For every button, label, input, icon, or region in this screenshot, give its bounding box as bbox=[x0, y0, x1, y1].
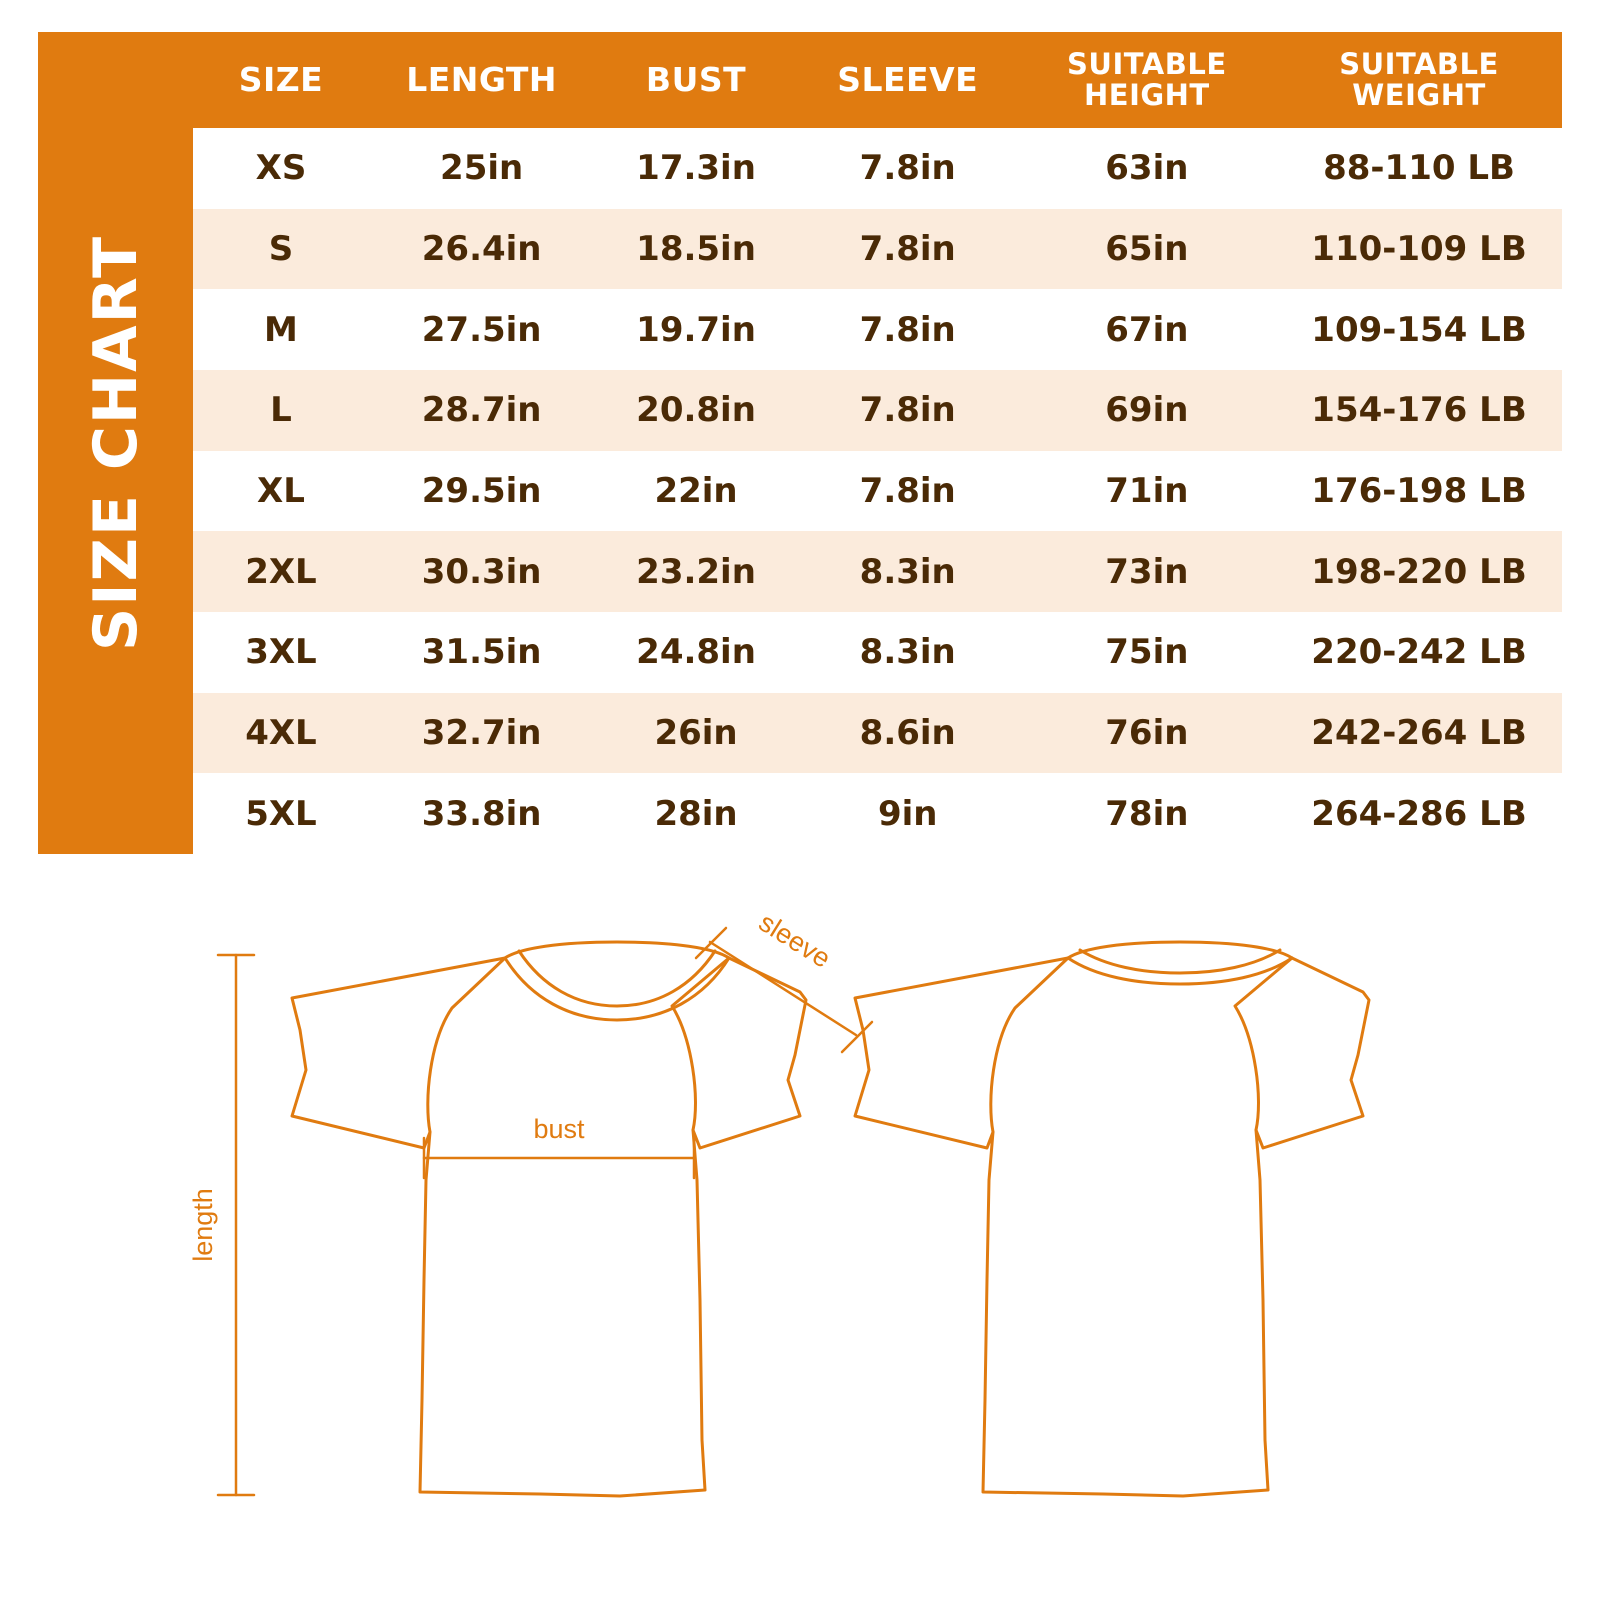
cell-weight: 242-264 LB bbox=[1276, 693, 1562, 774]
cell-height: 67in bbox=[1018, 289, 1276, 370]
table-row bbox=[193, 531, 1562, 612]
length-label: length bbox=[188, 1188, 218, 1262]
size-chart-block bbox=[38, 32, 1562, 854]
cell-height: 71in bbox=[1018, 451, 1276, 532]
table-row bbox=[193, 612, 1562, 693]
cell-bust: 20.8in bbox=[594, 370, 797, 451]
cell-bust: 18.5in bbox=[594, 209, 797, 290]
tshirt-front-outline bbox=[292, 942, 806, 1496]
size-table-wrapper bbox=[193, 32, 1562, 854]
cell-size: M bbox=[193, 289, 369, 370]
header-row bbox=[193, 32, 1562, 128]
column-header-suitable-height bbox=[1018, 32, 1276, 128]
cell-sleeve: 8.3in bbox=[798, 612, 1018, 693]
table-row bbox=[193, 370, 1562, 451]
table-row bbox=[193, 209, 1562, 290]
table-row bbox=[193, 773, 1562, 854]
cell-length: 32.7in bbox=[369, 693, 594, 774]
cell-bust: 28in bbox=[594, 773, 797, 854]
cell-bust: 24.8in bbox=[594, 612, 797, 693]
cell-height: 78in bbox=[1018, 773, 1276, 854]
cell-sleeve: 8.6in bbox=[798, 693, 1018, 774]
cell-sleeve: 9in bbox=[798, 773, 1018, 854]
cell-bust: 26in bbox=[594, 693, 797, 774]
size-table-body bbox=[193, 128, 1562, 854]
bust-dimension bbox=[424, 1138, 694, 1178]
size-chart-side-title bbox=[38, 32, 193, 854]
cell-weight: 176-198 LB bbox=[1276, 451, 1562, 532]
header-line-1: SUITABLE bbox=[1339, 46, 1499, 81]
column-header-bust: BUST bbox=[594, 32, 797, 128]
cell-weight: 110-109 LB bbox=[1276, 209, 1562, 290]
column-header-size: SIZE bbox=[193, 32, 369, 128]
header-line-2: WEIGHT bbox=[1352, 78, 1486, 112]
cell-sleeve: 7.8in bbox=[798, 128, 1018, 209]
cell-size: 4XL bbox=[193, 693, 369, 774]
length-dimension bbox=[218, 955, 254, 1495]
cell-length: 27.5in bbox=[369, 289, 594, 370]
sleeve-label: sleeve bbox=[753, 906, 836, 974]
cell-sleeve: 7.8in bbox=[798, 289, 1018, 370]
cell-sleeve: 7.8in bbox=[798, 209, 1018, 290]
cell-sleeve: 7.8in bbox=[798, 370, 1018, 451]
cell-bust: 17.3in bbox=[594, 128, 797, 209]
cell-length: 31.5in bbox=[369, 612, 594, 693]
cell-weight: 198-220 LB bbox=[1276, 531, 1562, 612]
cell-size: XL bbox=[193, 451, 369, 532]
cell-height: 73in bbox=[1018, 531, 1276, 612]
cell-bust: 22in bbox=[594, 451, 797, 532]
cell-size: XS bbox=[193, 128, 369, 209]
cell-height: 69in bbox=[1018, 370, 1276, 451]
column-header-length: LENGTH bbox=[369, 32, 594, 128]
cell-height: 76in bbox=[1018, 693, 1276, 774]
cell-size: S bbox=[193, 209, 369, 290]
cell-size: 5XL bbox=[193, 773, 369, 854]
tshirt-back-outline bbox=[855, 942, 1369, 1496]
table-row bbox=[193, 451, 1562, 532]
table-row bbox=[193, 693, 1562, 774]
cell-length: 33.8in bbox=[369, 773, 594, 854]
garment-diagram bbox=[0, 880, 1600, 1580]
cell-height: 75in bbox=[1018, 612, 1276, 693]
cell-height: 65in bbox=[1018, 209, 1276, 290]
header-line-1: SUITABLE bbox=[1067, 46, 1227, 81]
table-row bbox=[193, 289, 1562, 370]
cell-bust: 23.2in bbox=[594, 531, 797, 612]
cell-weight: 154-176 LB bbox=[1276, 370, 1562, 451]
cell-length: 29.5in bbox=[369, 451, 594, 532]
cell-sleeve: 7.8in bbox=[798, 451, 1018, 532]
size-chart-title-text: SIZE CHART bbox=[80, 234, 151, 652]
cell-weight: 109-154 LB bbox=[1276, 289, 1562, 370]
header-line-2: HEIGHT bbox=[1083, 78, 1210, 112]
cell-bust: 19.7in bbox=[594, 289, 797, 370]
cell-size: L bbox=[193, 370, 369, 451]
cell-height: 63in bbox=[1018, 128, 1276, 209]
bust-label: bust bbox=[533, 1114, 585, 1144]
cell-weight: 264-286 LB bbox=[1276, 773, 1562, 854]
cell-length: 28.7in bbox=[369, 370, 594, 451]
column-header-suitable-weight bbox=[1276, 32, 1562, 128]
cell-size: 3XL bbox=[193, 612, 369, 693]
cell-size: 2XL bbox=[193, 531, 369, 612]
cell-sleeve: 8.3in bbox=[798, 531, 1018, 612]
cell-weight: 220-242 LB bbox=[1276, 612, 1562, 693]
column-header-sleeve: SLEEVE bbox=[798, 32, 1018, 128]
cell-weight: 88-110 LB bbox=[1276, 128, 1562, 209]
size-table bbox=[193, 32, 1562, 854]
table-row bbox=[193, 128, 1562, 209]
cell-length: 25in bbox=[369, 128, 594, 209]
size-table-head bbox=[193, 32, 1562, 128]
cell-length: 26.4in bbox=[369, 209, 594, 290]
cell-length: 30.3in bbox=[369, 531, 594, 612]
